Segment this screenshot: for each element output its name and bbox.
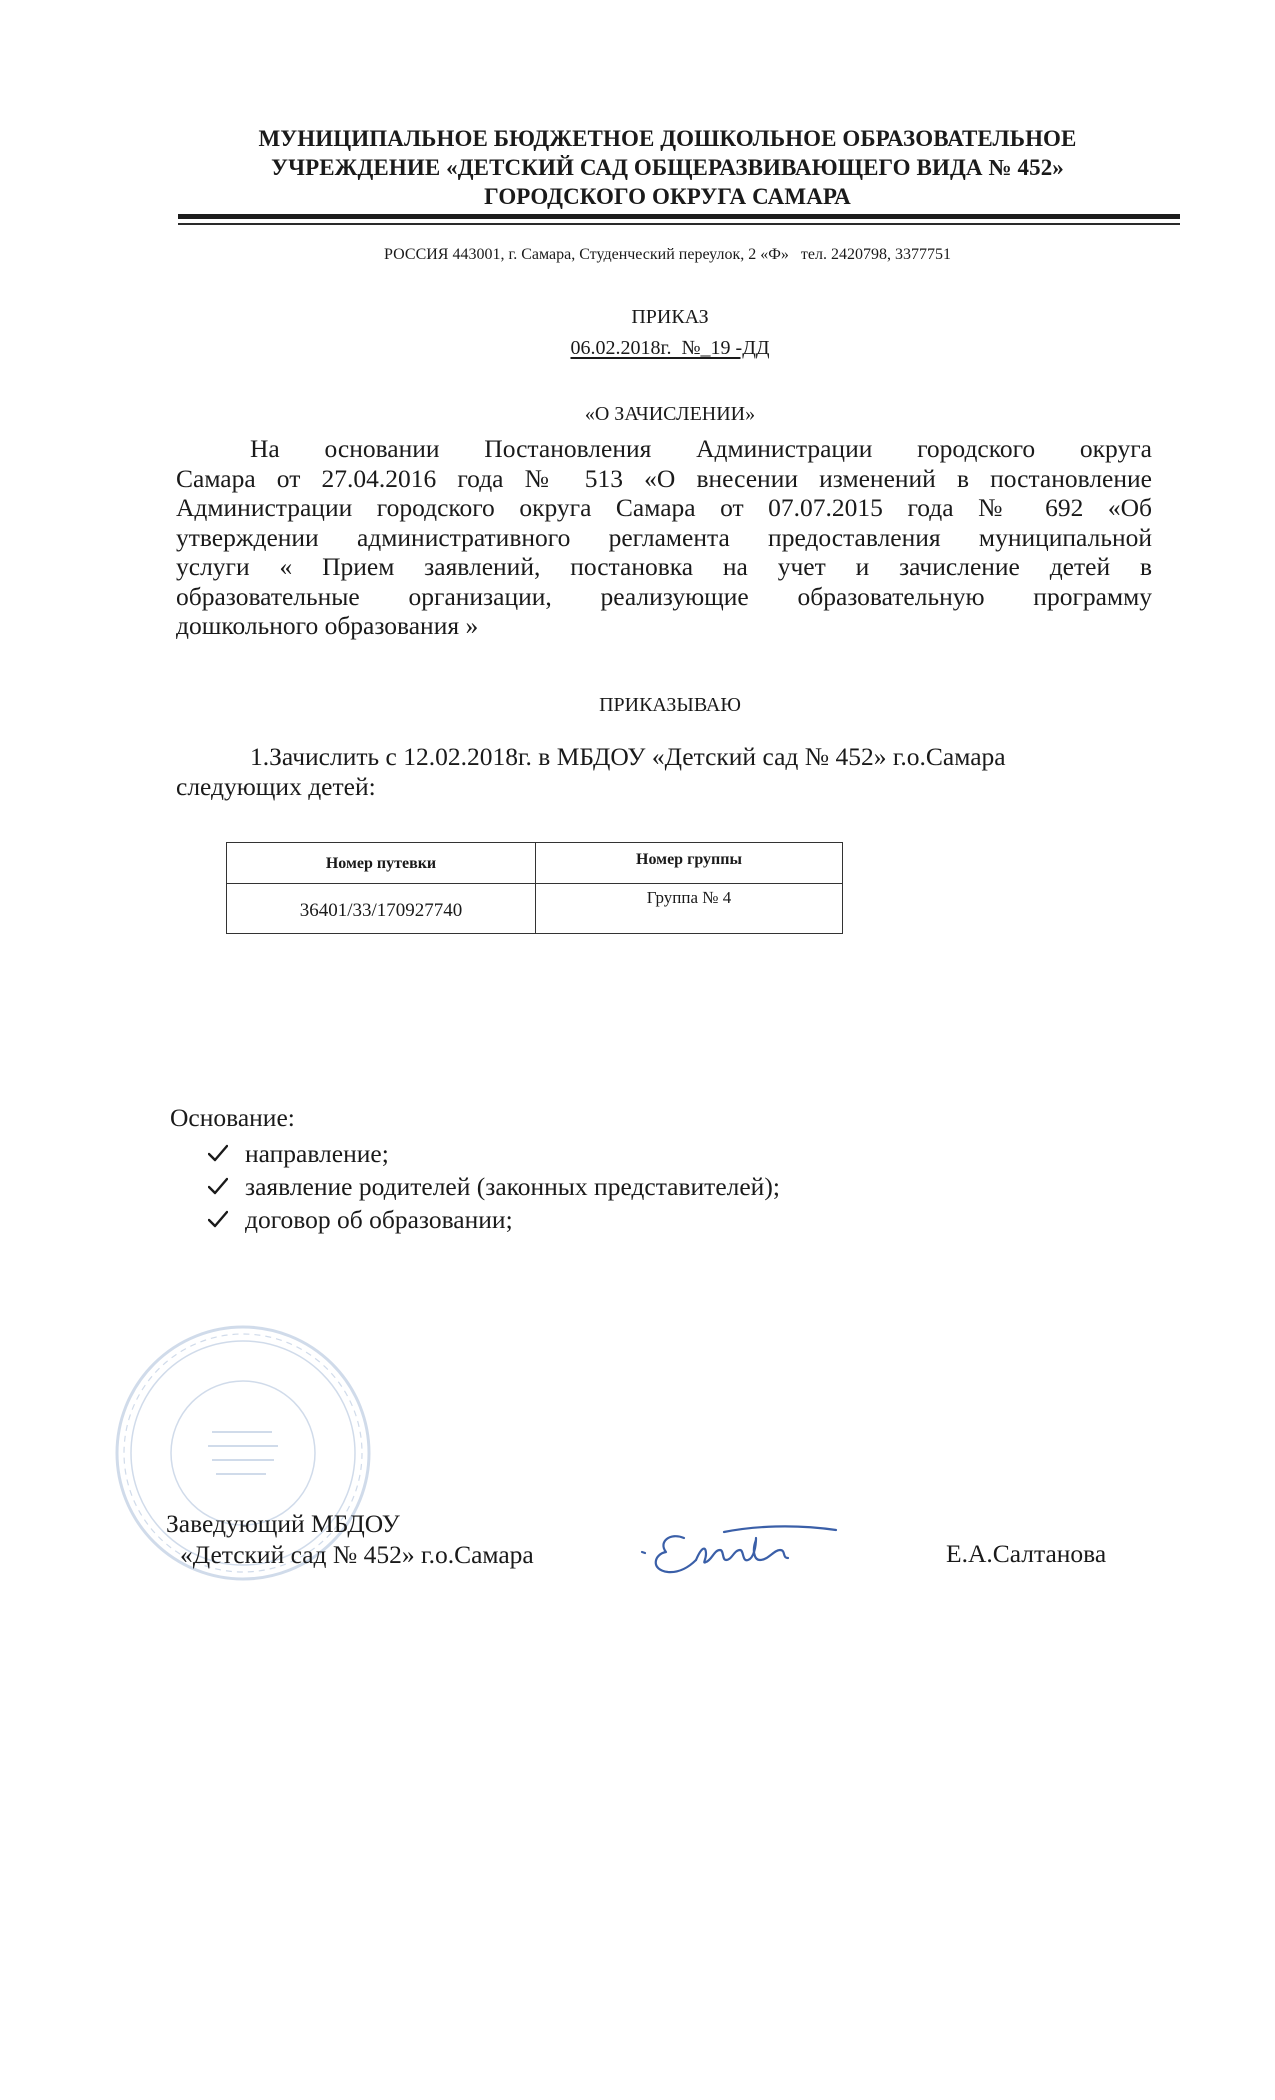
decree-heading: ПРИКАЗЫВАЮ	[599, 694, 741, 716]
paragraph-line: образовательные организации, реализующие образовательную программу	[176, 581, 1152, 611]
order-item-1	[176, 742, 1152, 801]
document-type: ПРИКАЗ	[631, 306, 709, 328]
table-cell-group: Группа № 4	[646, 888, 732, 907]
basis-paragraph	[176, 434, 1152, 641]
list-item	[206, 1170, 780, 1203]
paragraph-line: дошкольного образования »	[176, 611, 479, 640]
checkmark-icon	[208, 1144, 228, 1162]
paragraph-line: На основании Постановления Администрации городского округа	[250, 434, 1152, 463]
checkmark-icon	[208, 1210, 228, 1228]
signature-icon	[628, 1522, 878, 1582]
paragraph-line: услуги « Прием заявлений, постановка на учет и зачисление детей в	[176, 552, 1152, 581]
order-date-number	[400, 337, 940, 360]
paragraph-line: утверждении административного регламента предоставления муниципальной	[176, 522, 1152, 552]
signatory-position-line: Заведующий МБДОУ	[166, 1509, 400, 1538]
signatory-position	[166, 1508, 534, 1570]
signatory-position-line: «Детский сад № 452» г.о.Самара	[180, 1540, 534, 1569]
checkmark-icon	[208, 1177, 228, 1195]
basis-list	[206, 1137, 780, 1236]
table-cell-voucher: 36401/33/170927740	[227, 883, 536, 933]
basis-item-text: направление;	[245, 1139, 389, 1168]
table-header-voucher: Номер путевки	[227, 843, 536, 883]
organization-name-line: УЧРЕЖДЕНИЕ «ДЕТСКИЙ САД ОБЩЕРАЗВИВАЮЩЕГО ВИДА № 452»	[271, 155, 1064, 180]
organization-address: РОССИЯ 443001, г. Самара, Студенческий переулок, 2 «Ф» тел. 2420798, 3377751	[384, 246, 951, 263]
enrollment-table	[226, 842, 843, 934]
order-subject: «О ЗАЧИСЛЕНИИ»	[584, 403, 756, 425]
signatory-name: Е.А.Салтанова	[946, 1539, 1107, 1568]
list-item	[206, 1203, 780, 1236]
header-divider-thick	[178, 214, 1180, 219]
table-header-group: Номер группы	[636, 851, 742, 868]
table-header-row	[227, 843, 842, 884]
organization-name-line: МУНИЦИПАЛЬНОЕ БЮДЖЕТНОЕ ДОШКОЛЬНОЕ ОБРАЗОВАТЕЛЬНОЕ	[258, 126, 1077, 151]
basis-item-text: заявление родителей (законных представителей);	[245, 1172, 780, 1201]
order-item-line: следующих детей:	[176, 771, 376, 801]
organization-name-line: ГОРОДСКОГО ОКРУГА САМАРА	[484, 184, 851, 209]
paragraph-line: Самара от 27.04.2016 года № 513 «О внесении изменений в постановление	[176, 463, 1152, 493]
order-date-number-text: 06.02.2018г. №_19 -ДД	[570, 337, 770, 359]
header-divider-thin	[178, 223, 1180, 225]
organization-name	[170, 124, 1165, 211]
list-item	[206, 1137, 780, 1170]
paragraph-line: Администрации городского округа Самара от 07.07.2015 года № 692 «Об	[176, 493, 1152, 522]
basis-item-text: договор об образовании;	[245, 1205, 513, 1234]
order-item-line: 1.Зачислить с 12.02.2018г. в МБДОУ «Детский сад № 452» г.о.Самара	[250, 742, 1006, 771]
table-row	[227, 883, 842, 933]
basis-title: Основание:	[170, 1103, 295, 1132]
